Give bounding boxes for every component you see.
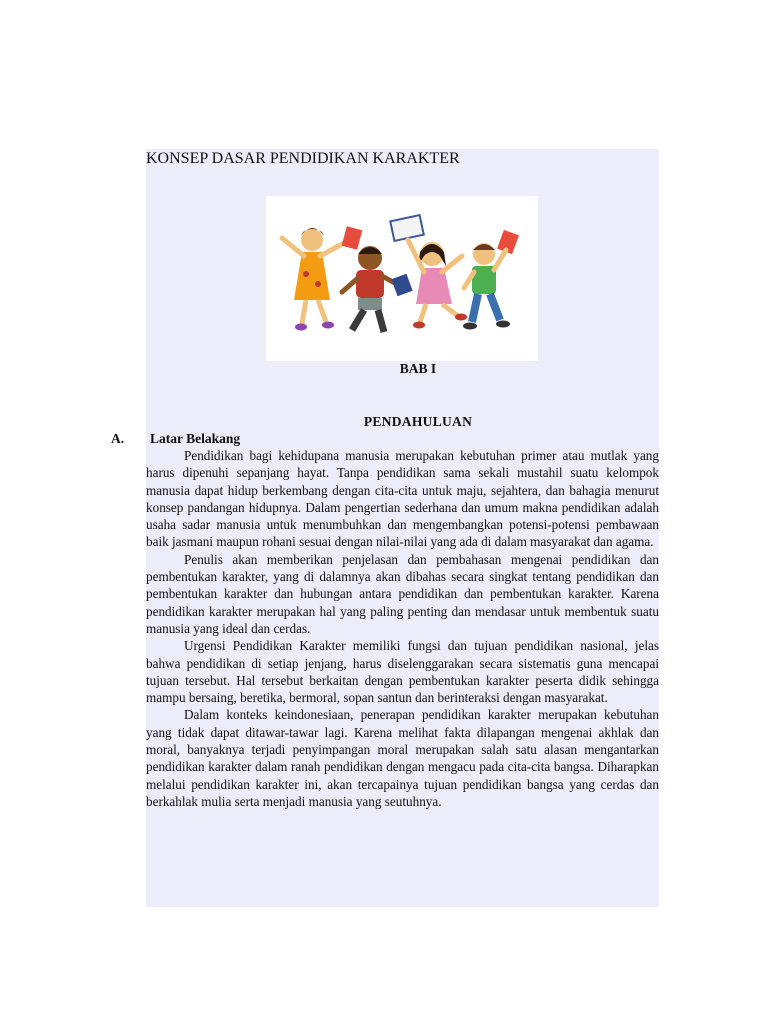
chapter-title: PENDAHULUAN (363, 414, 473, 429)
illustration-graphic (266, 196, 538, 361)
paragraph: Dalam konteks keindonesiaan, penerapan pendidikan karakter merupakan kebutuhan yang tidak dapat ditawar-tawar lagi. Karena melihat fakta dilapangan mengenai akhlak dan moral, banyaknya terjadi penyimpangan moral merupakan salah satu alasan mengantarkan pendidikan karakter dalam ranah pendidikan dengan mengacu pada cita-cita bangsa. Diharapkan melalui pendidikan karakter ini, akan tercapainya tujuan pendidikan bangsa yang cerdas dan berkahlak mulia serta menjadi manusia yang seutuhnya. (146, 707, 659, 809)
section-heading (111, 431, 240, 447)
section-title: Latar Belakang (150, 431, 241, 446)
child-boy-green (463, 230, 519, 330)
paragraph: Pendidikan bagi kehidupana manusia merupakan kebutuhan primer atau mutlak yang harus dipenuhi sepanjang hayat. Tanpa pendidikan sama sekali mustahil suatu kelompok manusia dapat hidup berkembang dengan cita-cita untuk maju, sejahtera, dan bahagia menurut konsep pandangan hidupnya. Dalam pengertian sederhana dan umum makna pendidikan adalah usaha sadar manusia untuk menumbuhkan dan mengembangkan potensi-potensi pembawaan baik jasmani maupun rohani sesuai dengan nilai-nilai yang ada di dalam masyarakat dan agama. (146, 448, 659, 550)
paragraph: Urgensi Pendidikan Karakter memiliki fungsi dan tujuan pendidikan nasional, jelas bahwa pendidikan di setiap jenjang, harus diselenggarakan secara sistematis guna mencapai tujuan tersebut. Hal tersebut berkaitan dengan pembentukan karakter peserta didik sehingga mampu bersaing, beretika, bermoral, sopan santun dan berinteraksi dengan masyarakat. (146, 638, 659, 706)
child-boy-red (342, 246, 413, 332)
section-letter: A. (111, 431, 125, 446)
paragraph: Penulis akan memberikan penjelasan dan pembahasan mengenai pendidikan dan pembentukan karakter, yang di dalamnya akan dibahas secara singkat tentang pendidikan dan pembentukan karakter dan hubungan antara pendidikan dan pembentukan karakter. Karena pendidikan karakter merupakan hal yang paling penting dan mendasar untuk membentuk suatu manusia yang ideal dan cerdas. (146, 551, 659, 636)
child-girl-orange (282, 226, 362, 330)
chapter-number: BAB I (399, 361, 437, 376)
document-title: KONSEP DASAR PENDIDIKAN KARAKTER (146, 150, 460, 167)
body-text (146, 447, 659, 810)
children-jumping-illustration (266, 196, 538, 361)
child-girl-pink (390, 215, 467, 328)
